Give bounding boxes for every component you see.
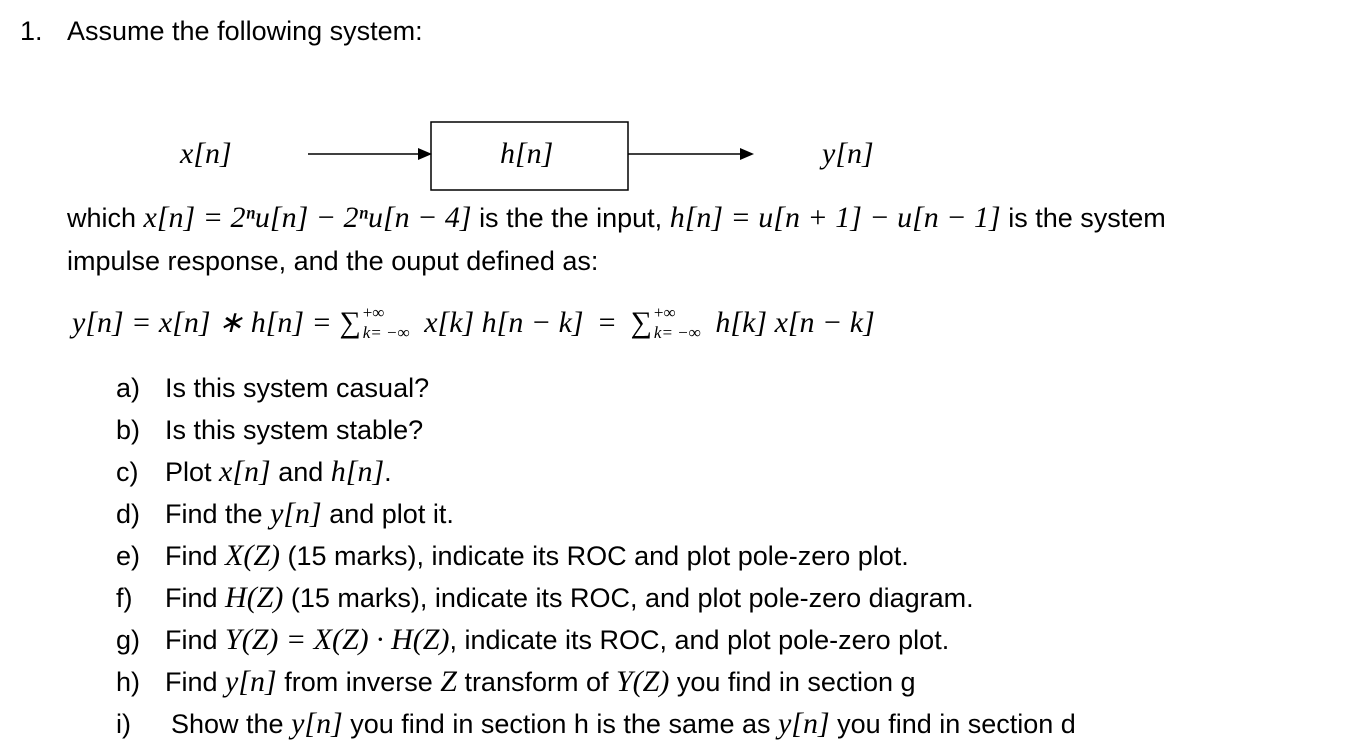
- item-text: [165, 624, 949, 656]
- item-text-fragment: Show the: [171, 709, 292, 739]
- output-signal-label: y[n]: [822, 137, 874, 170]
- item-letter: b): [116, 415, 141, 445]
- item-letter: e): [116, 541, 141, 571]
- sum-limits-1: [361, 303, 417, 343]
- sum-lower-limit-1: k= −∞: [362, 323, 410, 343]
- item-letter: d): [116, 499, 141, 529]
- item-text-fragment: you find in section h is the same as: [342, 709, 778, 739]
- convolution-term-2: h[k] x[n − k]: [715, 306, 875, 339]
- sum-symbol-1: ∑: [339, 306, 361, 339]
- item-math-expression: y[n]: [777, 707, 830, 740]
- sum-upper-limit-1: +∞: [362, 303, 385, 323]
- item-text-fragment: Find: [165, 541, 226, 571]
- item-text: [165, 414, 423, 446]
- block-label: h[n]: [500, 137, 554, 170]
- question-heading: Assume the following system:: [67, 16, 423, 46]
- item-letter: a): [116, 373, 141, 403]
- sum-lower-limit-2: k= −∞: [653, 323, 701, 343]
- item-text: [165, 498, 454, 530]
- item-text-fragment: you find in section d: [829, 709, 1076, 739]
- description-line1: [67, 202, 1166, 234]
- item-math-expression: y[n]: [225, 665, 277, 698]
- item-text-fragment: Is this system casual?: [165, 373, 430, 403]
- item-math-expression: H(Z): [225, 581, 284, 614]
- input-signal-label: x[n]: [180, 137, 232, 170]
- item-math-expression: y[n]: [270, 497, 322, 530]
- item-math-expression: Z: [440, 665, 457, 698]
- item-text: [165, 666, 916, 698]
- input-arrowhead: [418, 148, 432, 160]
- item-text-fragment: Is this system stable?: [165, 415, 424, 445]
- item-math-expression: X(Z): [225, 539, 281, 572]
- item-text: [165, 372, 429, 404]
- item-text-fragment: , indicate its ROC, and plot pole-zero plot.: [449, 625, 950, 655]
- convolution-term-1: x[k] h[n − k]: [424, 306, 584, 339]
- item-text: [165, 582, 974, 614]
- item-text: [165, 456, 392, 488]
- item-text-fragment: Find: [165, 583, 226, 613]
- item-text: [171, 708, 1076, 740]
- convolution-equals: =: [598, 306, 616, 339]
- item-text-fragment: and: [270, 457, 331, 487]
- item-text-fragment: (15 marks), indicate its ROC, and plot pole-zero diagram.: [283, 583, 974, 613]
- item-math-expression: Y(Z) = X(Z) · H(Z): [225, 623, 450, 656]
- item-text-fragment: and plot it.: [321, 499, 454, 529]
- item-text-fragment: (15 marks), indicate its ROC and plot pole-zero plot.: [280, 541, 909, 571]
- item-text-fragment: Find: [165, 667, 226, 697]
- item-text-fragment: from inverse: [276, 667, 441, 697]
- item-letter: f): [116, 583, 133, 613]
- impulse-response-definition: h[n] = u[n + 1] − u[n − 1]: [669, 201, 1001, 234]
- description-tail: is the system: [1008, 203, 1166, 233]
- item-text-fragment: transform of: [456, 667, 616, 697]
- item-text: [165, 540, 909, 572]
- item-letter: h): [116, 667, 141, 697]
- sum-upper-limit-2: +∞: [653, 303, 676, 323]
- description-mid: is the the input,: [479, 203, 663, 233]
- item-math-expression: Y(Z): [615, 665, 670, 698]
- item-math-expression: x[n]: [219, 455, 271, 488]
- item-text-fragment: Find: [165, 625, 226, 655]
- item-text-fragment: you find in section g: [669, 667, 916, 697]
- item-letter: i): [116, 709, 131, 739]
- description-lead: which: [67, 203, 137, 233]
- item-text-fragment: Find the: [165, 499, 271, 529]
- item-letter: c): [116, 457, 139, 487]
- item-math-expression: h[n]: [330, 455, 385, 488]
- convolution-lhs: y[n] = x[n] ∗ h[n] =: [72, 306, 332, 339]
- convolution-equation: [72, 303, 875, 343]
- item-text-fragment: Plot: [165, 457, 220, 487]
- item-letter: g): [116, 625, 141, 655]
- item-text-fragment: .: [384, 457, 392, 487]
- input-definition: x[n] = 2ⁿu[n] − 2ⁿu[n − 4]: [143, 201, 472, 234]
- question-number: 1.: [20, 16, 43, 46]
- description-line2: impulse response, and the ouput defined as:: [67, 246, 599, 276]
- item-math-expression: y[n]: [291, 707, 343, 740]
- output-arrowhead: [740, 148, 754, 160]
- sum-limits-2: [652, 303, 708, 343]
- sum-symbol-2: ∑: [630, 306, 652, 339]
